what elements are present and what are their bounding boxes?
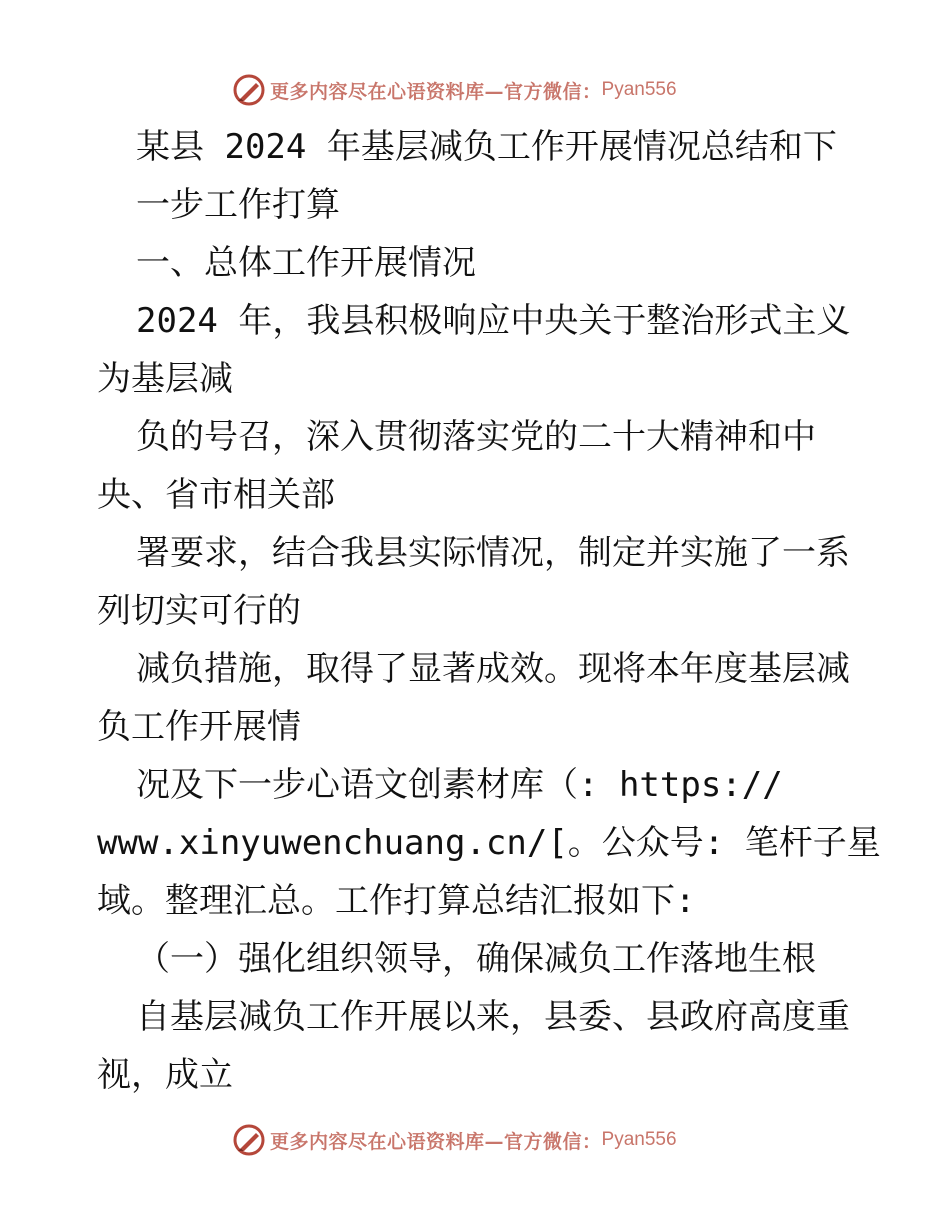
paragraph-line: 况及下一步心语文创素材库（: https:// xyxy=(136,765,783,805)
paragraph-line: 2024 年，我县积极响应中央关于整治形式主义 xyxy=(136,301,851,341)
pen-logo-icon xyxy=(232,1123,266,1157)
paragraph-line: 列切实可行的 xyxy=(97,591,301,631)
document-title-line-1: 某县 2024 年基层减负工作开展情况总结和下 xyxy=(136,127,837,167)
paragraph-line: 视，成立 xyxy=(97,1055,233,1095)
footer-watermark xyxy=(232,1120,677,1160)
paragraph-line: 央、省市相关部 xyxy=(97,475,335,515)
paragraph-line: 负工作开展情 xyxy=(97,707,301,747)
watermark-text: 更多内容尽在心语资料库—官方微信： xyxy=(270,1130,602,1153)
paragraph-line: 为基层减 xyxy=(97,359,233,399)
paragraph-line: 负的号召，深入贯彻落实党的二十大精神和中 xyxy=(136,417,816,457)
watermark-wechat-id: Pyan556 xyxy=(601,79,677,100)
subsection-heading: （一）强化组织领导，确保减负工作落地生根 xyxy=(136,939,816,979)
paragraph-line: 署要求，结合我县实际情况，制定并实施了一系 xyxy=(136,533,850,573)
paragraph-line: 减负措施，取得了显著成效。现将本年度基层减 xyxy=(136,649,850,689)
header-watermark xyxy=(232,70,677,110)
paragraph-line: www.xinyuwenchuang.cn/[。公众号: 笔杆子星 xyxy=(97,823,881,863)
pen-logo-icon xyxy=(232,73,266,107)
document-title-line-2: 一步工作打算 xyxy=(136,185,340,225)
paragraph-line: 自基层减负工作开展以来，县委、县政府高度重 xyxy=(136,997,850,1037)
watermark-wechat-id: Pyan556 xyxy=(601,1129,677,1150)
paragraph-line: 域。整理汇总。工作打算总结汇报如下: xyxy=(97,881,696,921)
watermark-text: 更多内容尽在心语资料库—官方微信： xyxy=(270,80,602,103)
section-heading: 一、总体工作开展情况 xyxy=(136,243,476,283)
